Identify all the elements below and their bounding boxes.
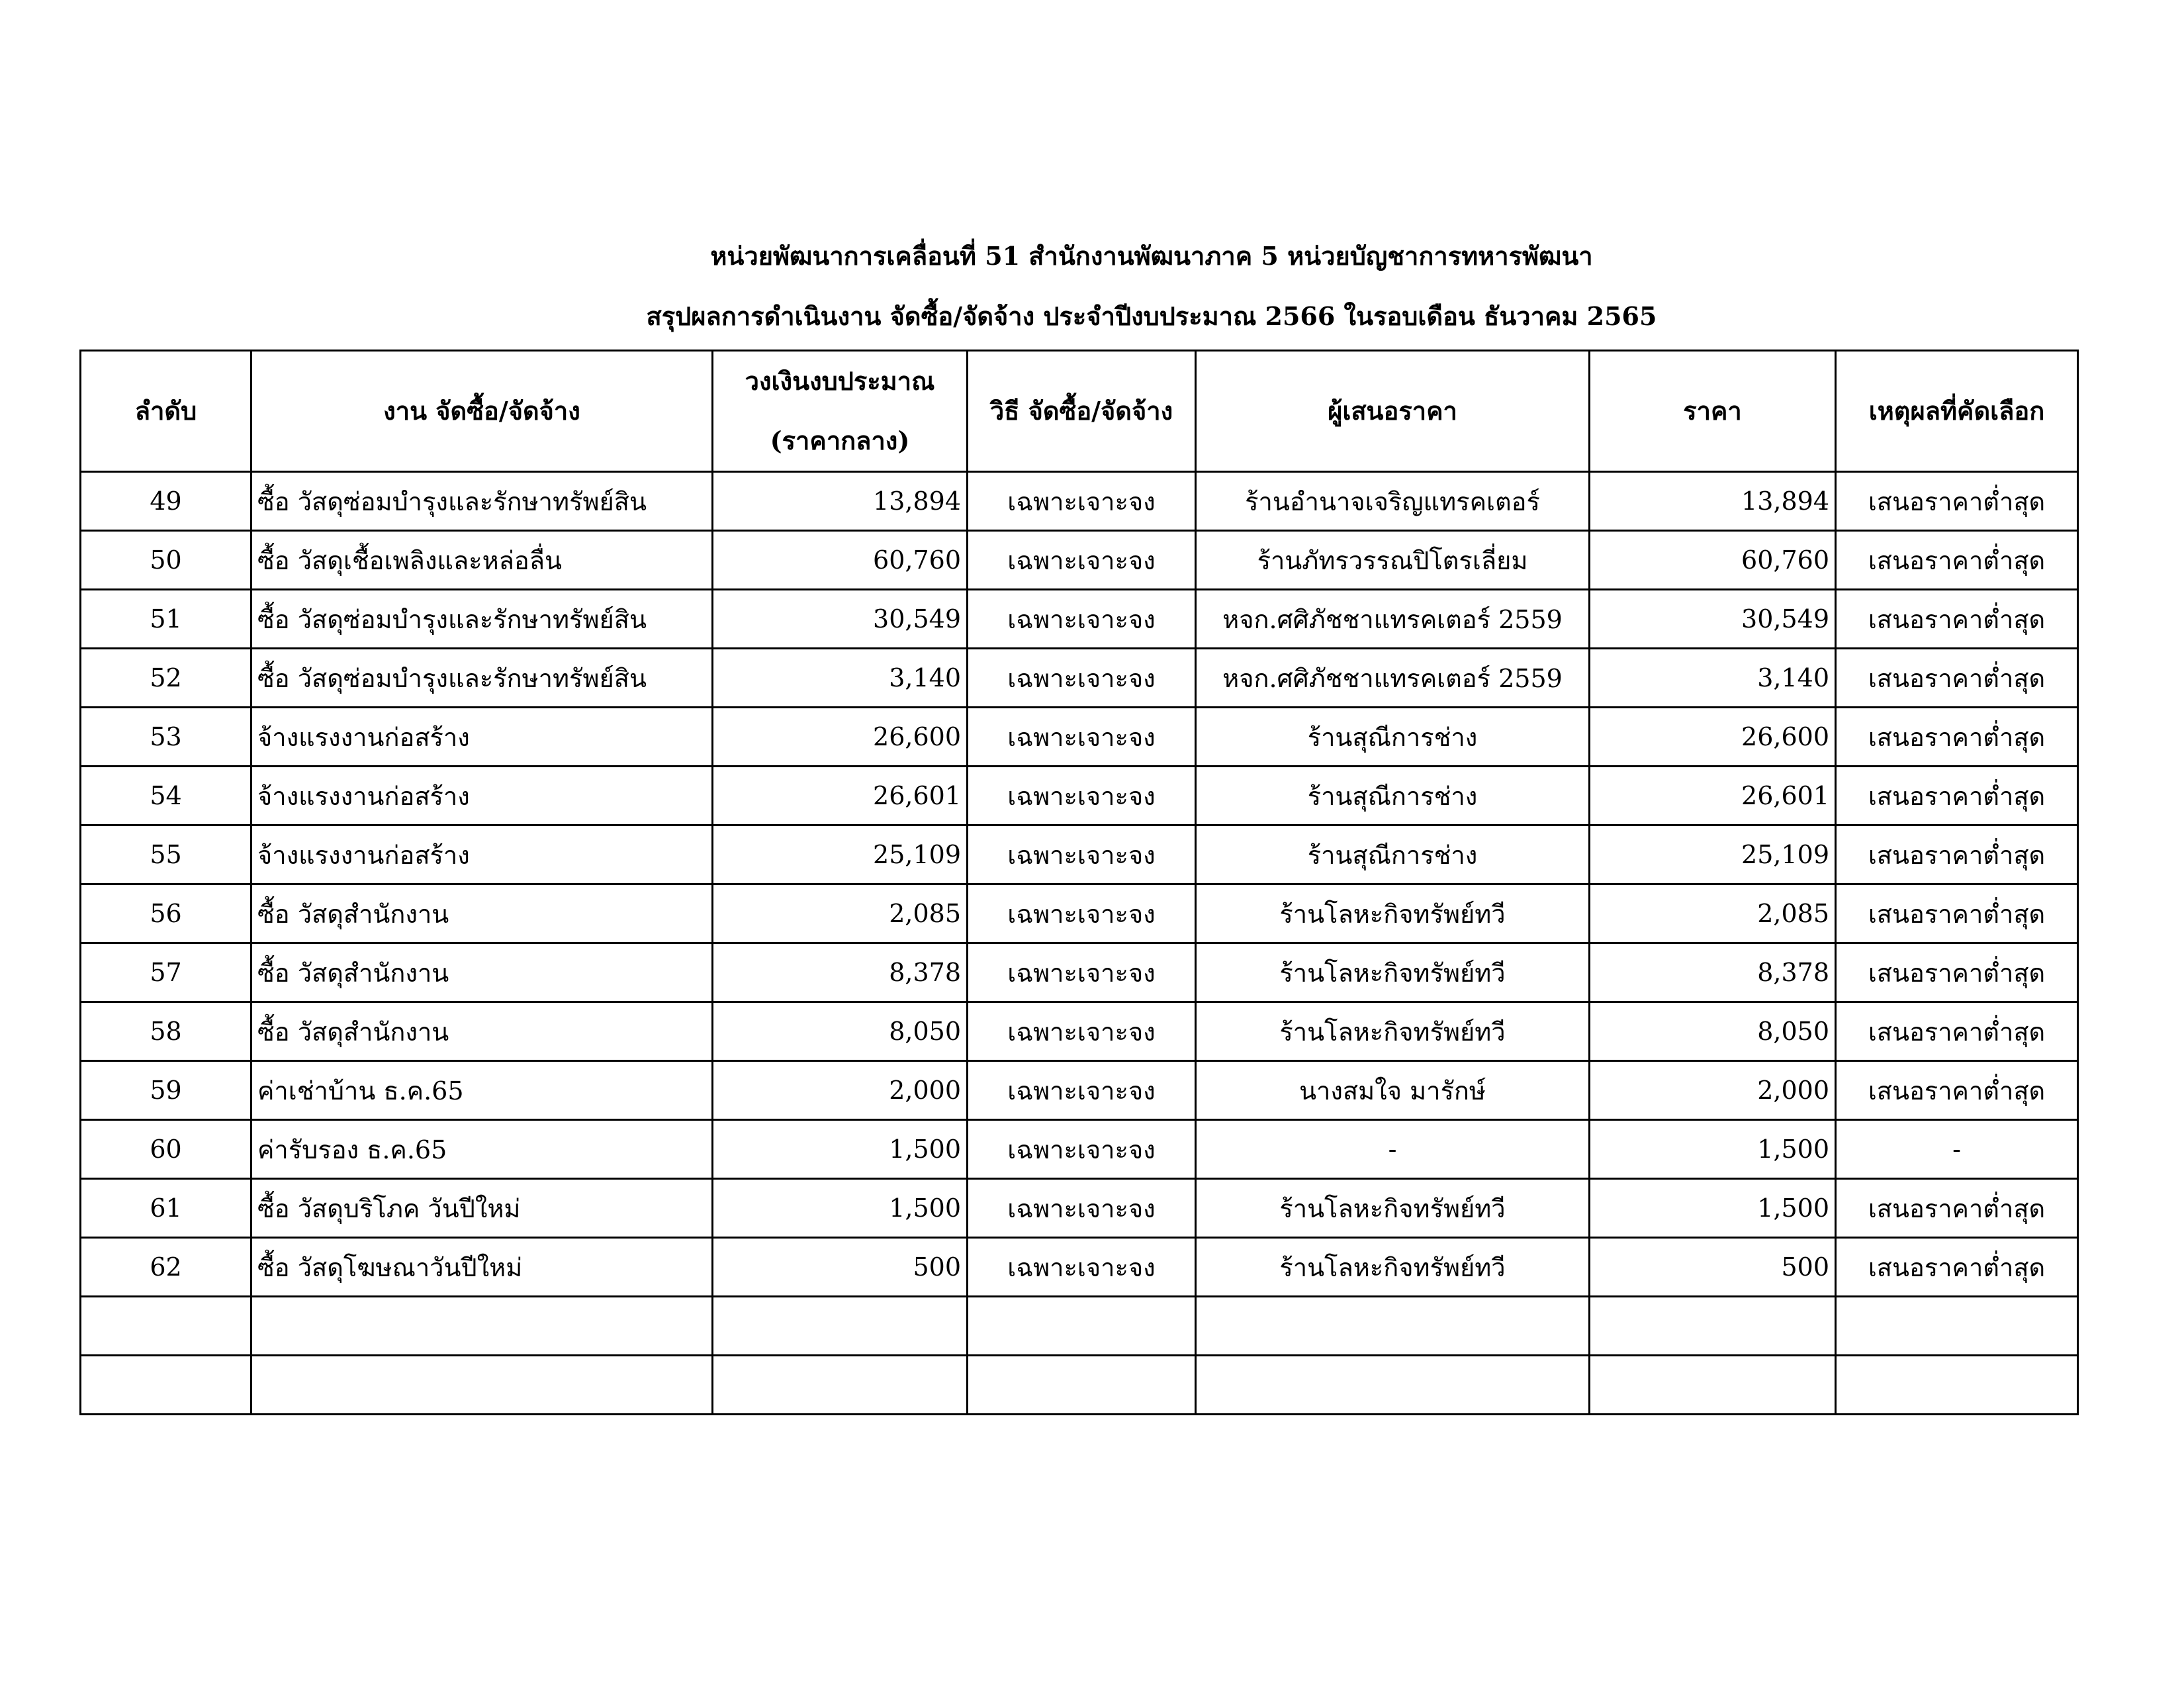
- cell-price: 30,549: [1590, 590, 1836, 649]
- cell-budget: 60,760: [713, 531, 968, 590]
- cell-item: [251, 1356, 713, 1415]
- cell-price: 1,500: [1590, 1179, 1836, 1238]
- cell-bidder: ร้านอำนาจเจริญแทรคเตอร์: [1196, 472, 1590, 531]
- cell-reason: [1836, 1297, 2078, 1356]
- cell-no: 49: [81, 472, 251, 531]
- cell-bidder: ร้านโลหะกิจทรัพย์ทวี: [1196, 884, 1590, 943]
- cell-item: ซื้อ วัสดุเชื้อเพลิงและหล่อลื่น: [251, 531, 713, 590]
- cell-item: จ้างแรงงานก่อสร้าง: [251, 825, 713, 884]
- table-row-empty: [81, 1297, 2078, 1356]
- table-row: [81, 531, 2078, 590]
- cell-no: 61: [81, 1179, 251, 1238]
- cell-budget: 1,500: [713, 1179, 968, 1238]
- header-budget: [713, 351, 968, 472]
- cell-bidder: ร้านโลหะกิจทรัพย์ทวี: [1196, 1238, 1590, 1297]
- cell-method: เฉพาะเจาะจง: [968, 649, 1196, 708]
- table-row: [81, 590, 2078, 649]
- cell-bidder: ร้านสุณีการช่าง: [1196, 708, 1590, 767]
- cell-budget: 26,601: [713, 767, 968, 825]
- table-row: [81, 767, 2078, 825]
- cell-budget: 13,894: [713, 472, 968, 531]
- cell-budget: [713, 1297, 968, 1356]
- cell-reason: เสนอราคาต่ำสุด: [1836, 1061, 2078, 1120]
- cell-item: ซื้อ วัสดุซ่อมบำรุงและรักษาทรัพย์สิน: [251, 590, 713, 649]
- cell-no: 53: [81, 708, 251, 767]
- cell-budget: 3,140: [713, 649, 968, 708]
- table-row: [81, 472, 2078, 531]
- header-bidder: ผู้เสนอราคา: [1196, 351, 1590, 472]
- cell-reason: เสนอราคาต่ำสุด: [1836, 590, 2078, 649]
- cell-reason: เสนอราคาต่ำสุด: [1836, 708, 2078, 767]
- cell-budget: 8,378: [713, 943, 968, 1002]
- cell-price: 1,500: [1590, 1120, 1836, 1179]
- cell-bidder: [1196, 1356, 1590, 1415]
- document-subtitle: สรุปผลการดำเนินงาน จัดซื้อ/จัดจ้าง ประจำปีงบประมาณ 2566 ในรอบเดือน ธันวาคม 2565: [646, 301, 1657, 331]
- cell-item: ซื้อ วัสดุบริโภค วันปีใหม่: [251, 1179, 713, 1238]
- cell-budget: 2,085: [713, 884, 968, 943]
- cell-method: เฉพาะเจาะจง: [968, 1238, 1196, 1297]
- cell-budget: 500: [713, 1238, 968, 1297]
- cell-budget: 1,500: [713, 1120, 968, 1179]
- cell-reason: เสนอราคาต่ำสุด: [1836, 767, 2078, 825]
- cell-price: 3,140: [1590, 649, 1836, 708]
- table-header-row: [81, 351, 2078, 472]
- cell-item: จ้างแรงงานก่อสร้าง: [251, 767, 713, 825]
- cell-price: 2,085: [1590, 884, 1836, 943]
- table-row-empty: [81, 1356, 2078, 1415]
- cell-bidder: หจก.ศศิภัชชาแทรคเตอร์ 2559: [1196, 649, 1590, 708]
- cell-budget: 8,050: [713, 1002, 968, 1061]
- table-row: [81, 1120, 2078, 1179]
- header-no: ลำดับ: [81, 351, 251, 472]
- cell-method: เฉพาะเจาะจง: [968, 943, 1196, 1002]
- cell-item: ซื้อ วัสดุสำนักงาน: [251, 884, 713, 943]
- cell-bidder: ร้านสุณีการช่าง: [1196, 767, 1590, 825]
- cell-price: 8,050: [1590, 1002, 1836, 1061]
- cell-budget: 2,000: [713, 1061, 968, 1120]
- cell-reason: -: [1836, 1120, 2078, 1179]
- cell-bidder: หจก.ศศิภัชชาแทรคเตอร์ 2559: [1196, 590, 1590, 649]
- cell-method: เฉพาะเจาะจง: [968, 472, 1196, 531]
- document-title: หน่วยพัฒนาการเคลื่อนที่ 51 สำนักงานพัฒนาภาค 5 หน่วยบัญชาการทหารพัฒนา: [710, 241, 1593, 271]
- cell-item: ค่ารับรอง ธ.ค.65: [251, 1120, 713, 1179]
- cell-no: 50: [81, 531, 251, 590]
- cell-item: ซื้อ วัสดุสำนักงาน: [251, 943, 713, 1002]
- cell-item: ค่าเช่าบ้าน ธ.ค.65: [251, 1061, 713, 1120]
- cell-method: เฉพาะเจาะจง: [968, 1061, 1196, 1120]
- cell-method: เฉพาะเจาะจง: [968, 708, 1196, 767]
- cell-no: 56: [81, 884, 251, 943]
- table-row: [81, 884, 2078, 943]
- cell-reason: เสนอราคาต่ำสุด: [1836, 1238, 2078, 1297]
- cell-reason: เสนอราคาต่ำสุด: [1836, 825, 2078, 884]
- cell-reason: เสนอราคาต่ำสุด: [1836, 943, 2078, 1002]
- cell-item: ซื้อ วัสดุสำนักงาน: [251, 1002, 713, 1061]
- cell-bidder: -: [1196, 1120, 1590, 1179]
- cell-item: ซื้อ วัสดุซ่อมบำรุงและรักษาทรัพย์สิน: [251, 649, 713, 708]
- cell-no: 57: [81, 943, 251, 1002]
- cell-no: [81, 1356, 251, 1415]
- table-row: [81, 1061, 2078, 1120]
- cell-item: ซื้อ วัสดุซ่อมบำรุงและรักษาทรัพย์สิน: [251, 472, 713, 531]
- cell-method: เฉพาะเจาะจง: [968, 531, 1196, 590]
- header-reason: เหตุผลที่คัดเลือก: [1836, 351, 2078, 472]
- cell-method: เฉพาะเจาะจง: [968, 884, 1196, 943]
- table-row: [81, 708, 2078, 767]
- header-item: งาน จัดซื้อ/จัดจ้าง: [251, 351, 713, 472]
- cell-price: 500: [1590, 1238, 1836, 1297]
- cell-no: 55: [81, 825, 251, 884]
- cell-price: 26,600: [1590, 708, 1836, 767]
- cell-no: [81, 1297, 251, 1356]
- procurement-table: [79, 350, 2079, 1415]
- cell-price: 13,894: [1590, 472, 1836, 531]
- table-row: [81, 649, 2078, 708]
- cell-bidder: ร้านโลหะกิจทรัพย์ทวี: [1196, 1179, 1590, 1238]
- cell-method: เฉพาะเจาะจง: [968, 1002, 1196, 1061]
- cell-bidder: ร้านภัทรวรรณปิโตรเลี่ยม: [1196, 531, 1590, 590]
- cell-bidder: นางสมใจ มารักษ์: [1196, 1061, 1590, 1120]
- cell-no: 62: [81, 1238, 251, 1297]
- cell-reason: เสนอราคาต่ำสุด: [1836, 649, 2078, 708]
- cell-item: จ้างแรงงานก่อสร้าง: [251, 708, 713, 767]
- cell-method: [968, 1297, 1196, 1356]
- table-row: [81, 825, 2078, 884]
- cell-price: 2,000: [1590, 1061, 1836, 1120]
- cell-method: เฉพาะเจาะจง: [968, 1179, 1196, 1238]
- cell-price: 60,760: [1590, 531, 1836, 590]
- cell-no: 59: [81, 1061, 251, 1120]
- cell-item: ซื้อ วัสดุโฆษณาวันปีใหม่: [251, 1238, 713, 1297]
- cell-budget: [713, 1356, 968, 1415]
- cell-budget: 30,549: [713, 590, 968, 649]
- table-row: [81, 1238, 2078, 1297]
- cell-price: 25,109: [1590, 825, 1836, 884]
- header-price: ราคา: [1590, 351, 1836, 472]
- cell-no: 60: [81, 1120, 251, 1179]
- header-budget-line1: วงเงินงบประมาณ: [745, 366, 935, 396]
- cell-price: [1590, 1356, 1836, 1415]
- cell-method: เฉพาะเจาะจง: [968, 1120, 1196, 1179]
- header-budget-line2: (ราคากลาง): [770, 426, 910, 455]
- cell-bidder: ร้านสุณีการช่าง: [1196, 825, 1590, 884]
- table-row: [81, 943, 2078, 1002]
- cell-reason: [1836, 1356, 2078, 1415]
- cell-price: [1590, 1297, 1836, 1356]
- cell-method: [968, 1356, 1196, 1415]
- cell-bidder: [1196, 1297, 1590, 1356]
- cell-method: เฉพาะเจาะจง: [968, 590, 1196, 649]
- cell-item: [251, 1297, 713, 1356]
- cell-no: 52: [81, 649, 251, 708]
- header-method: วิธี จัดซื้อ/จัดจ้าง: [968, 351, 1196, 472]
- cell-method: เฉพาะเจาะจง: [968, 825, 1196, 884]
- cell-reason: เสนอราคาต่ำสุด: [1836, 531, 2078, 590]
- cell-price: 8,378: [1590, 943, 1836, 1002]
- table-row: [81, 1002, 2078, 1061]
- cell-no: 58: [81, 1002, 251, 1061]
- cell-budget: 26,600: [713, 708, 968, 767]
- cell-reason: เสนอราคาต่ำสุด: [1836, 472, 2078, 531]
- cell-price: 26,601: [1590, 767, 1836, 825]
- cell-reason: เสนอราคาต่ำสุด: [1836, 1002, 2078, 1061]
- cell-budget: 25,109: [713, 825, 968, 884]
- table-row: [81, 1179, 2078, 1238]
- cell-bidder: ร้านโลหะกิจทรัพย์ทวี: [1196, 1002, 1590, 1061]
- cell-bidder: ร้านโลหะกิจทรัพย์ทวี: [1196, 943, 1590, 1002]
- cell-method: เฉพาะเจาะจง: [968, 767, 1196, 825]
- cell-reason: เสนอราคาต่ำสุด: [1836, 1179, 2078, 1238]
- cell-no: 51: [81, 590, 251, 649]
- cell-reason: เสนอราคาต่ำสุด: [1836, 884, 2078, 943]
- cell-no: 54: [81, 767, 251, 825]
